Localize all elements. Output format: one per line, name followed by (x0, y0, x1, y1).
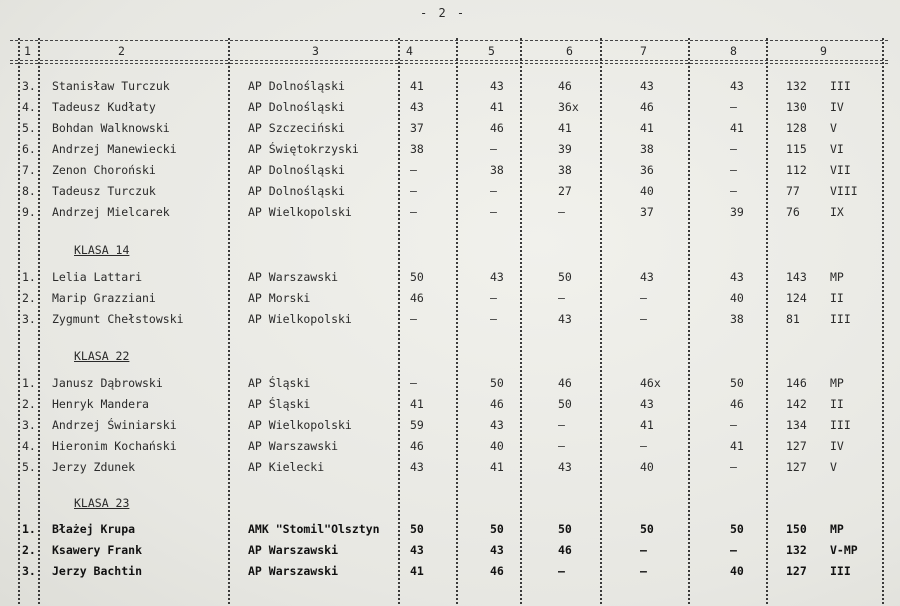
total-score: 127 (786, 460, 807, 474)
column-divider (688, 38, 690, 604)
score-round-1: 41 (410, 564, 424, 578)
score-round-4: 46x (640, 376, 661, 390)
score-round-3: 46 (558, 543, 572, 557)
placement: VIII (830, 184, 858, 198)
placement: II (830, 291, 844, 305)
placement: III (830, 564, 851, 578)
score-round-4: – (640, 291, 647, 305)
score-round-2: – (490, 312, 497, 326)
score-round-5: – (730, 460, 737, 474)
score-round-4: 41 (640, 121, 654, 135)
score-round-2: – (490, 142, 497, 156)
total-score: 150 (786, 522, 807, 536)
total-score: 142 (786, 397, 807, 411)
score-round-2: 41 (490, 100, 504, 114)
placement: IV (830, 100, 844, 114)
competitor-name: Stanisław Turczuk (52, 79, 170, 93)
score-round-5: 39 (730, 205, 744, 219)
score-round-4: 50 (640, 522, 654, 536)
score-round-4: 46 (640, 100, 654, 114)
score-round-3: – (558, 418, 565, 432)
placement: VI (830, 142, 844, 156)
column-divider (882, 38, 884, 604)
total-score: 146 (786, 376, 807, 390)
row-number: 1. (22, 376, 36, 390)
score-round-1: 43 (410, 543, 424, 557)
score-round-1: 43 (410, 460, 424, 474)
column-divider (398, 38, 400, 604)
placement: VII (830, 163, 851, 177)
score-round-3: 41 (558, 121, 572, 135)
row-number: 2. (22, 543, 36, 557)
score-round-4: – (640, 543, 647, 557)
placement: III (830, 79, 851, 93)
score-round-2: – (490, 205, 497, 219)
score-round-3: 43 (558, 460, 572, 474)
column-number: 7 (640, 44, 647, 58)
header-rule-bottom (10, 60, 888, 61)
row-number: 1. (22, 522, 36, 536)
column-number: 5 (488, 44, 495, 58)
column-divider (766, 38, 768, 604)
score-round-5: 43 (730, 270, 744, 284)
row-number: 5. (22, 460, 36, 474)
club-name: AP Dolnośląski (248, 79, 345, 93)
club-name: AP Dolnośląski (248, 100, 345, 114)
club-name: AP Warszawski (248, 543, 339, 557)
row-number: 7. (22, 163, 36, 177)
club-name: AP Warszawski (248, 270, 339, 284)
column-divider (38, 38, 40, 604)
club-name: AP Dolnośląski (248, 184, 345, 198)
score-round-1: – (410, 163, 417, 177)
score-round-3: 50 (558, 522, 572, 536)
placement: MP (830, 522, 844, 536)
score-round-4: 38 (640, 142, 654, 156)
score-round-2: 43 (490, 418, 504, 432)
placement: V (830, 460, 837, 474)
placement: MP (830, 376, 844, 390)
class-heading: KLASA 22 (74, 349, 130, 363)
row-number: 3. (22, 79, 36, 93)
total-score: 77 (786, 184, 800, 198)
score-round-5: 41 (730, 439, 744, 453)
score-round-5: – (730, 543, 737, 557)
score-round-1: – (410, 376, 417, 390)
total-score: 124 (786, 291, 807, 305)
competitor-name: Jerzy Zdunek (52, 460, 136, 474)
row-number: 1. (22, 270, 36, 284)
placement: IX (830, 205, 844, 219)
score-round-2: 46 (490, 397, 504, 411)
score-round-5: 50 (730, 522, 744, 536)
column-divider (520, 38, 522, 604)
row-number: 5. (22, 121, 36, 135)
score-round-3: 39 (558, 142, 572, 156)
score-round-5: 40 (730, 564, 744, 578)
header-rule-top (10, 40, 888, 41)
score-round-2: 40 (490, 439, 504, 453)
total-score: 130 (786, 100, 807, 114)
score-round-3: 38 (558, 163, 572, 177)
placement: V-MP (830, 543, 858, 557)
score-round-4: 36 (640, 163, 654, 177)
placement: II (830, 397, 844, 411)
column-number: 4 (406, 44, 413, 58)
column-number: 1 (24, 44, 31, 58)
score-round-3: – (558, 564, 565, 578)
row-number: 4. (22, 439, 36, 453)
competitor-name: Henryk Mandera (52, 397, 149, 411)
total-score: 112 (786, 163, 807, 177)
score-round-3: – (558, 439, 565, 453)
club-name: AP Dolnośląski (248, 163, 345, 177)
total-score: 115 (786, 142, 807, 156)
row-number: 2. (22, 397, 36, 411)
score-round-5: 38 (730, 312, 744, 326)
header-rule-bottom-2 (10, 63, 888, 64)
competitor-name: Tadeusz Kudłaty (52, 100, 156, 114)
competitor-name: Andrzej Mielcarek (52, 205, 170, 219)
competitor-name: Lelia Lattari (52, 270, 143, 284)
club-name: AP Śląski (248, 397, 311, 411)
column-number: 3 (312, 44, 319, 58)
row-number: 8. (22, 184, 36, 198)
total-score: 132 (786, 79, 807, 93)
score-round-3: 43 (558, 312, 572, 326)
competitor-name: Andrzej Świniarski (52, 418, 177, 432)
row-number: 6. (22, 142, 36, 156)
total-score: 143 (786, 270, 807, 284)
column-number: 2 (118, 44, 125, 58)
score-round-5: – (730, 100, 737, 114)
score-round-3: 50 (558, 270, 572, 284)
score-round-4: – (640, 439, 647, 453)
score-round-4: – (640, 312, 647, 326)
score-round-2: 50 (490, 522, 504, 536)
club-name: AP Warszawski (248, 439, 339, 453)
total-score: 76 (786, 205, 800, 219)
club-name: AP Morski (248, 291, 311, 305)
row-number: 3. (22, 312, 36, 326)
competitor-name: Błażej Krupa (52, 522, 136, 536)
score-round-2: – (490, 184, 497, 198)
score-round-2: 38 (490, 163, 504, 177)
score-round-3: – (558, 205, 565, 219)
placement: IV (830, 439, 844, 453)
score-round-1: 37 (410, 121, 424, 135)
score-round-4: 43 (640, 270, 654, 284)
club-name: AP Świętokrzyski (248, 142, 359, 156)
score-round-5: 50 (730, 376, 744, 390)
club-name: AP Wielkopolski (248, 312, 352, 326)
competitor-name: Jerzy Bachtin (52, 564, 143, 578)
row-number: 9. (22, 205, 36, 219)
score-round-1: 41 (410, 397, 424, 411)
placement: MP (830, 270, 844, 284)
score-round-1: – (410, 184, 417, 198)
score-round-2: 50 (490, 376, 504, 390)
score-round-1: 59 (410, 418, 424, 432)
score-round-1: – (410, 205, 417, 219)
club-name: AP Warszawski (248, 564, 339, 578)
club-name: AP Śląski (248, 376, 311, 390)
competitor-name: Andrzej Manewiecki (52, 142, 177, 156)
score-round-5: 40 (730, 291, 744, 305)
column-number: 8 (730, 44, 737, 58)
class-heading: KLASA 23 (74, 496, 130, 510)
score-round-4: 40 (640, 460, 654, 474)
score-round-5: 43 (730, 79, 744, 93)
row-number: 4. (22, 100, 36, 114)
score-round-5: – (730, 418, 737, 432)
column-divider (228, 38, 230, 604)
score-round-3: – (558, 291, 565, 305)
placement: V (830, 121, 837, 135)
competitor-name: Marip Grazziani (52, 291, 156, 305)
score-round-5: – (730, 184, 737, 198)
score-round-5: 41 (730, 121, 744, 135)
score-round-1: 41 (410, 79, 424, 93)
club-name: AP Wielkopolski (248, 205, 352, 219)
club-name: AP Wielkopolski (248, 418, 352, 432)
score-round-1: 38 (410, 142, 424, 156)
club-name: AP Kielecki (248, 460, 325, 474)
club-name: AP Szczeciński (248, 121, 345, 135)
score-round-5: – (730, 163, 737, 177)
score-round-3: 50 (558, 397, 572, 411)
competitor-name: Zygmunt Chełstowski (52, 312, 184, 326)
placement: III (830, 418, 851, 432)
score-round-2: 46 (490, 121, 504, 135)
club-name: AMK "Stomil"Olsztyn (248, 522, 380, 536)
row-number: 3. (22, 564, 36, 578)
score-round-5: – (730, 142, 737, 156)
score-round-2: 43 (490, 543, 504, 557)
competitor-name: Bohdan Walknowski (52, 121, 170, 135)
total-score: 81 (786, 312, 800, 326)
row-number: 3. (22, 418, 36, 432)
score-round-5: 46 (730, 397, 744, 411)
total-score: 134 (786, 418, 807, 432)
total-score: 132 (786, 543, 807, 557)
placement: III (830, 312, 851, 326)
score-round-1: 46 (410, 291, 424, 305)
column-divider (456, 38, 458, 604)
competitor-name: Ksawery Frank (52, 543, 143, 557)
row-number: 2. (22, 291, 36, 305)
score-round-3: 46 (558, 376, 572, 390)
score-round-4: 40 (640, 184, 654, 198)
score-round-3: 27 (558, 184, 572, 198)
column-divider (600, 38, 602, 604)
column-number: 6 (566, 44, 573, 58)
total-score: 127 (786, 564, 807, 578)
competitor-name: Zenon Choroński (52, 163, 156, 177)
score-round-4: – (640, 564, 647, 578)
score-round-4: 41 (640, 418, 654, 432)
score-round-4: 43 (640, 397, 654, 411)
column-number: 9 (820, 44, 827, 58)
score-round-2: 46 (490, 564, 504, 578)
total-score: 128 (786, 121, 807, 135)
competitor-name: Tadeusz Turczuk (52, 184, 156, 198)
score-round-2: 43 (490, 270, 504, 284)
score-round-2: 41 (490, 460, 504, 474)
score-round-2: – (490, 291, 497, 305)
score-round-3: 46 (558, 79, 572, 93)
score-round-1: 50 (410, 270, 424, 284)
score-round-1: 50 (410, 522, 424, 536)
score-round-4: 43 (640, 79, 654, 93)
score-round-1: 43 (410, 100, 424, 114)
competitor-name: Hieronim Kochański (52, 439, 177, 453)
score-round-1: 46 (410, 439, 424, 453)
competitor-name: Janusz Dąbrowski (52, 376, 163, 390)
score-round-1: – (410, 312, 417, 326)
column-divider (18, 38, 20, 604)
page-number: - 2 - (420, 6, 467, 20)
score-round-4: 37 (640, 205, 654, 219)
score-round-3: 36x (558, 100, 579, 114)
total-score: 127 (786, 439, 807, 453)
class-heading: KLASA 14 (74, 243, 130, 257)
score-round-2: 43 (490, 79, 504, 93)
